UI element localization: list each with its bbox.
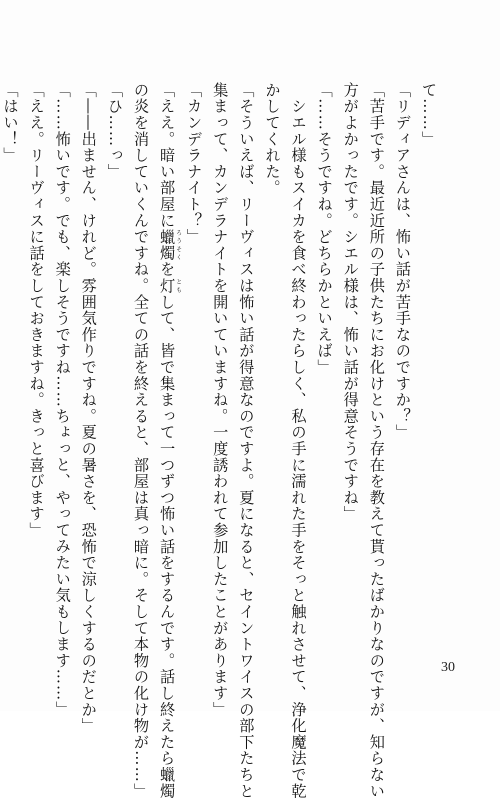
text-line-8: 「そういえば、リーヴィスは怖い話が得意なのですよ。夏になると、セイントワイスの部下たちと [237, 82, 256, 799]
ruby-candle-reading: ろうそく [174, 228, 182, 262]
text-line-11: 「ええ。暗い部屋に蠟燭ろうそくを灯ともして、皆で集まって一つずつ怖い話をするんです。話し終えたら蠟燭 [158, 82, 182, 799]
text-line-14: 「――出ません、けれど。雰囲気作りですね。夏の暑さを、恐怖で涼しくするのだとか」 [79, 82, 98, 734]
text-line-3: 「苦手です。最近近所の子供たちにお化けという存在を教えて貰ったばかりなのですが、知らない [367, 82, 386, 799]
text-line-2: 「リディアさんは、怖い話が苦手なのですか？」 [393, 82, 412, 441]
text-line-1: て……」 [420, 82, 438, 148]
vertical-text-block [0, 82, 442, 799]
text-line-17: 「はい！」 [1, 82, 20, 164]
text-line-13: 「ひ……っ」 [105, 82, 124, 180]
text-line-4: 方がよかったです。シエル様は、怖い話が得意そうですね」 [341, 82, 360, 523]
ruby-light-reading: とも [174, 277, 182, 294]
text-line-10: 「カンデラナイト？」 [185, 82, 204, 245]
text-line-12: の炎を消していくんですね。全ての話を終えると、部屋は真っ暗に。そして本物の化け物が……」 [131, 82, 150, 799]
page-number: 30 [441, 660, 455, 675]
text-line-7: かしてくれた。 [263, 82, 282, 197]
text-line-5: 「……そうですね。どちらかといえば」 [315, 82, 334, 376]
text-line-6: シエル様もスイカを食べ終わったらしく、私の手に濡れた手をそっと触れさせて、浄化魔法で乾 [289, 82, 308, 799]
ruby-candle: 蠟燭ろうそく [158, 228, 182, 262]
text-line-15: 「……怖いです。でも、楽しそうですね……ちょっと、やってみたい気もします……」 [53, 82, 72, 718]
text-line-9: 集まって、カンデラナイトを開いていますね。一度誘われて参加したことがあります」 [211, 82, 230, 718]
text-line-16: 「ええ。リーヴィスに話をしておきますね。きっと喜びます」 [27, 82, 46, 539]
ruby-light: 灯とも [158, 277, 182, 294]
